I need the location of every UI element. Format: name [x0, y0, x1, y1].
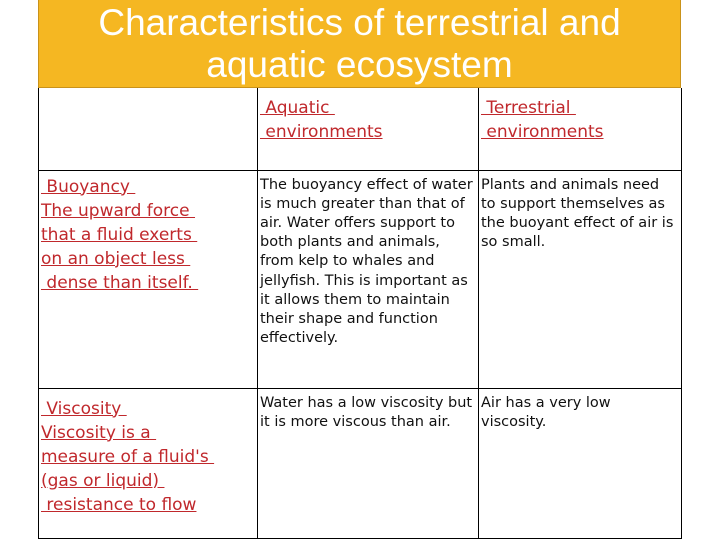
- header-aquatic-label: Aquatic environments: [265, 98, 383, 142]
- row-title-viscosity: Viscosity: [41, 398, 127, 419]
- row-label-viscosity: [39, 388, 258, 539]
- title-line-1: Characteristics of terrestrial and: [98, 1, 621, 43]
- table-header-row: [39, 88, 682, 170]
- header-cell-empty: [39, 88, 258, 170]
- row-desc-line: Viscosity is a: [41, 422, 157, 443]
- cell-text: The buoyancy effect of water is much greater than that of air. Water offers support to both plants and animals, from kelp to whales and jellyfish. This is important as it allows them to maintain their shape and function effectively.: [260, 176, 473, 347]
- cell-aquatic-viscosity: [258, 388, 479, 539]
- row-desc-line: The upward force: [41, 200, 196, 221]
- header-terrestrial-label: Terrestrial environments: [486, 98, 604, 142]
- table-row: [39, 388, 682, 539]
- cell-terrestrial-viscosity: [479, 388, 682, 539]
- cell-terrestrial-buoyancy: [479, 170, 682, 388]
- cell-text: Plants and animals need to support themselves as the buoyant effect of air is so small.: [481, 176, 674, 251]
- cell-text: Water has a low viscosity but it is more viscous than air.: [260, 394, 473, 430]
- row-title-buoyancy: Buoyancy: [41, 176, 136, 197]
- row-desc-line: measure of a fluid's: [41, 446, 215, 467]
- title-line-2: aquatic ecosystem: [206, 43, 513, 85]
- row-desc-line: dense than itself.: [41, 272, 199, 293]
- slide-title: [38, 0, 681, 88]
- row-desc-line: that a fluid exerts: [41, 224, 198, 245]
- comparison-table: [38, 88, 682, 539]
- row-desc-line: on an object less: [41, 248, 191, 269]
- cell-aquatic-buoyancy: [258, 170, 479, 388]
- row-desc-line: (gas or liquid): [41, 470, 165, 491]
- cell-text: Air has a very low viscosity.: [481, 394, 611, 430]
- row-desc-line: resistance to flow: [41, 494, 197, 515]
- header-cell-aquatic: [258, 88, 479, 170]
- header-cell-terrestrial: [479, 88, 682, 170]
- row-label-buoyancy: [39, 170, 258, 388]
- table-row: [39, 170, 682, 388]
